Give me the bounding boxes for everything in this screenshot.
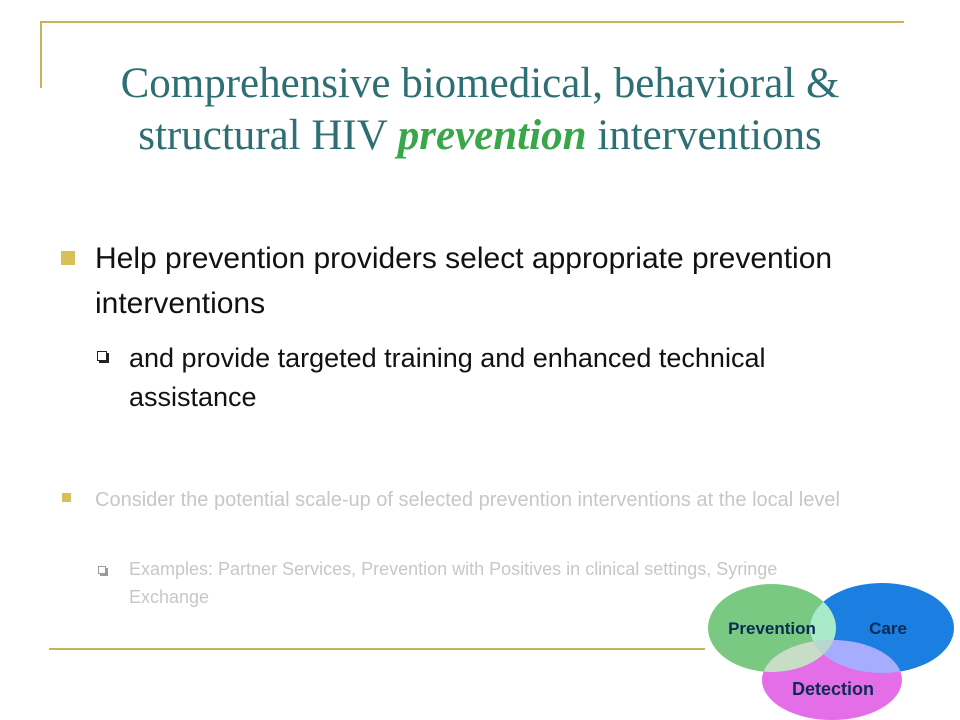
- detection-label: Detection: [791, 679, 875, 699]
- sub-bullet-2: Examples: Partner Services, Prevention with Positives in clinical settings, Syringe Exchange: [129, 559, 778, 607]
- checkbox-bullet-icon: [98, 566, 106, 574]
- bullet-2: Consider the potential scale-up of selected prevention interventions at the local level: [95, 489, 840, 511]
- checkbox-bullet-icon: [97, 351, 107, 361]
- title-emphasis: prevention: [397, 112, 587, 159]
- care-label: Care: [869, 619, 907, 638]
- title-part-2: structural HIV: [138, 112, 388, 159]
- top-frame-line: [40, 21, 904, 23]
- sub-bullet-1: and provide targeted training and enhanced technical assistance: [129, 343, 766, 412]
- prevention-label: Prevention: [728, 619, 816, 638]
- bullet-1: Help prevention providers select appropriate prevention interventions: [95, 242, 833, 320]
- venn-diagram: [700, 580, 960, 720]
- square-bullet-icon: [62, 493, 71, 502]
- title-part-3: interventions: [597, 112, 822, 159]
- square-bullet-icon: [61, 251, 75, 265]
- slide-title: [40, 58, 920, 162]
- title-part-1: Comprehensive biomedical, behavioral &: [120, 60, 840, 107]
- bottom-frame-line: [49, 648, 705, 650]
